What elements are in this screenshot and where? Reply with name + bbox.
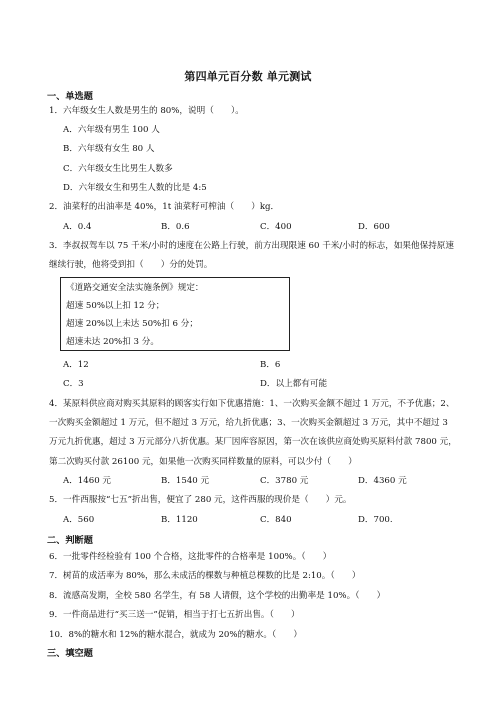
question-3-option-c: C．3 — [63, 379, 84, 389]
question-5-options — [0, 513, 496, 525]
question-3-options-row-1 — [0, 358, 496, 370]
rule-line-3: 超速未达 20%扣 3 分。 — [66, 337, 159, 347]
question-2-option-a: A．0.4 — [63, 222, 92, 232]
question-2-stem: 2．油菜籽的出油率是 40%，1t 油菜籽可榨油（ ）kg． — [49, 202, 280, 212]
question-3-option-a: A．12 — [63, 360, 89, 370]
question-3-stem-line-2: 继续行驶，他将受到扣（ ）分的处罚。 — [49, 260, 213, 270]
question-5-option-c: C．840 — [260, 515, 292, 525]
question-2-option-c: C．400 — [260, 222, 292, 232]
question-10: 10．8%的糖水和 12%的糖水混合，就成为 20%的糖水。（ ） — [49, 630, 302, 640]
question-5-option-a: A．560 — [63, 515, 95, 525]
question-2-option-b: B．0.6 — [161, 222, 190, 232]
question-1-option-a: A．六年级有男生 100 人 — [63, 125, 160, 135]
rule-line-1: 超速 50%以上扣 12 分； — [66, 301, 165, 311]
section-heading-true-false: 二、判断题 — [47, 535, 93, 546]
question-1-option-c: C．六年级女生比男生人数多 — [63, 164, 173, 174]
rule-line-2: 超速 20%以上未达 50%扣 6 分； — [66, 319, 198, 329]
question-4-line-2: 一次购买金额超过 1 万元，但不超过 3 万元，给九折优惠；3、一次购买金额超过 3 万元，其中不超过 3 — [49, 418, 448, 428]
question-6: 6．一批零件经检验有 100 个合格，这批零件的合格率是 100%。（ ） — [49, 552, 332, 562]
question-4-option-d: D．4360 元 — [358, 476, 407, 486]
question-5-option-b: B．1120 — [161, 515, 198, 525]
question-3-option-b: B．6 — [260, 360, 281, 370]
question-2-option-d: D．600 — [358, 222, 390, 232]
section-heading-single-choice: 一、单选题 — [47, 91, 93, 102]
question-1-option-b: B．六年级有女生 80 人 — [63, 144, 155, 154]
question-1-stem: 1．六年级女生人数是男生的 80%，说明（ ）。 — [49, 106, 244, 116]
question-4-options — [0, 474, 496, 486]
question-4-line-1: 4．某原料供应商对购买其原料的顾客实行如下优惠措施：1、一次购买金额不超过 1 万元，不予优惠；2、 — [49, 399, 455, 409]
rule-heading: 《道路交通安全法实施条例》规定： — [66, 283, 204, 293]
question-2-options — [0, 220, 496, 232]
question-3-option-d: D．以上都有可能 — [260, 379, 328, 389]
question-5-stem: 5．一件西服按“七五”折出售，便宜了 280 元，这件西服的现价是（ ）元。 — [49, 495, 352, 505]
question-1-option-d: D．六年级女生和男生人数的比是 4:5 — [63, 183, 207, 193]
traffic-rule-box — [60, 277, 290, 351]
question-4-line-3: 万元九折优惠，超过 3 万元部分八折优惠。某厂因库容原因，第一次在该供应商处购买原料付款 7800 元， — [49, 437, 457, 447]
question-3-options-row-2 — [0, 377, 496, 389]
question-5-option-d: D．700. — [358, 515, 393, 525]
section-heading-fill-in: 三、填空题 — [47, 648, 93, 659]
question-3-stem-line-1: 3．李叔叔驾车以 75 千米/小时的速度在公路上行驶，前方出现限速 60 千米/小时的标志，如果他保持原速 — [49, 241, 454, 251]
question-7: 7．树苗的成活率为 80%，那么未成活的棵数与种植总棵数的比是 2:10。（ ） — [49, 571, 361, 581]
page-title: 第四单元百分数 单元测试 — [184, 70, 312, 83]
question-8: 8．流感高发期，全校 580 名学生，有 58 人请假，这个学校的出勤率是 10%。（ ） — [49, 591, 386, 601]
question-9: 9．一件商品进行“买三送一”促销，相当于打七五折出售。（ ） — [49, 610, 300, 620]
question-4-option-c: C．3780 元 — [260, 476, 309, 486]
question-4-option-b: B．1540 元 — [161, 476, 210, 486]
question-4-option-a: A．1460 元 — [63, 476, 111, 486]
question-4-line-4: 第二次购买付款 26100 元，如果他一次购买同样数量的原料，可以少付（ ） — [49, 457, 357, 467]
